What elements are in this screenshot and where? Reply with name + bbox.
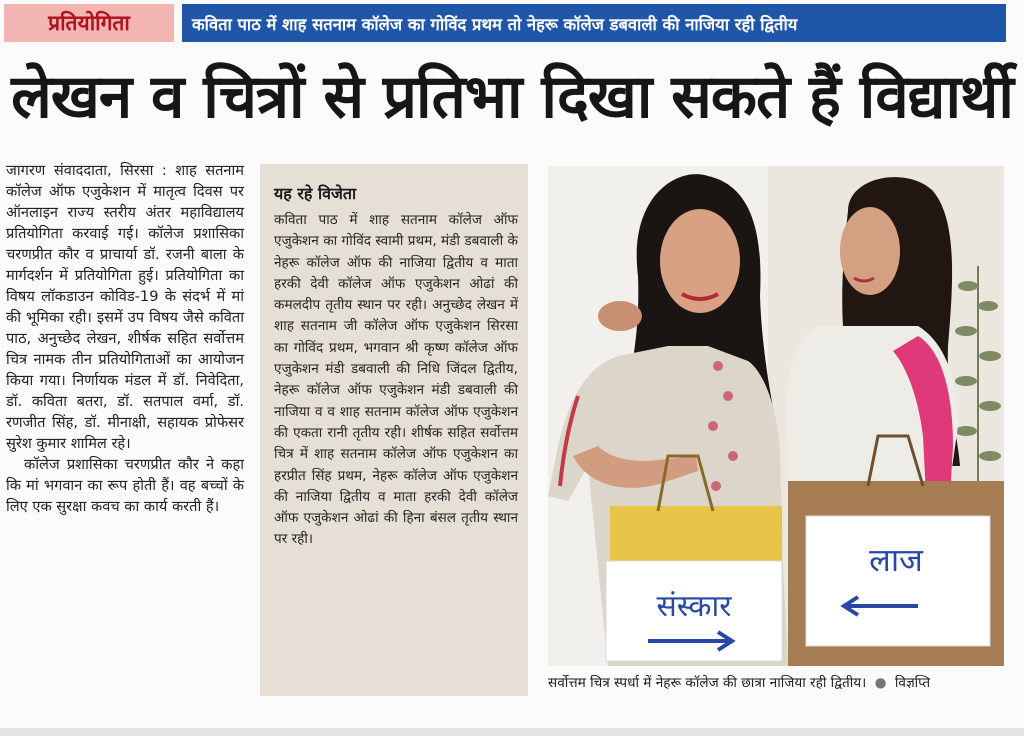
main-headline: लेखन व चित्रों से प्रतिभा दिखा सकते हैं विद्यार्थी — [11, 62, 1013, 132]
sign-right-text: लाज — [869, 541, 923, 579]
winners-text: कविता पाठ में शाह सतनाम कॉलेज ऑफ एजुकेशन का गोविंद स्वामी प्रथम, मंडी डबवाली के नेहरू कॉलेज ऑफ की नाजिया द्वितीय व माता हरकी देवी कॉलेज ऑफ एजुकेशन ओढां की कमलदीप तृतीय स्थान पर रही। अनुच्छेद लेखन में शाह सतनाम जी कॉलेज ऑफ एजुकेशन सिरसा का गोविंद प्रथम, भगवान श्री कृष्ण कॉलेज ऑफ एजुकेशन मंडी डबवाली की निधि जिंदल द्वितीय, नेहरू कॉलेज ऑफ एजुकेशन मंडी डबवाली की नाजिया व व शाह सतनाम कॉलेज ऑफ एजुकेशन की एकता रानी तृतीय रही। शीर्षक सहित सर्वोत्तम चित्र में शाह सतनाम कॉलेज ऑफ एजुकेशन का हरप्रीत सिंह प्रथम, नेहरू कॉलेज ऑफ एजुकेशन की नाजिया द्वितीय व माता हरकी देवी कॉलेज ऑफ एजुकेशन ओढां की हिना बंसल तृतीय स्थान पर रही। — [274, 212, 518, 548]
caption-text: सर्वोत्तम चित्र स्पर्धा में नेहरू कॉलेज की छात्रा नाजिया रही द्वितीय। — [548, 675, 867, 691]
photo-caption — [548, 672, 1008, 691]
winners-title: यह रहे विजेता — [274, 184, 357, 203]
caption-dot-icon: ● — [874, 675, 887, 691]
article-paragraph-1: जागरण संवाददाता, सिरसा : शाह सतनाम कॉलेज ऑफ एजुकेशन में मातृत्व दिवस पर ऑनलाइन राज्य स्तरीय अंतर महाविद्यालय प्रतियोगिता करवाई गई। कॉलेज प्रशासिका चरणप्रीत कौर व प्राचार्या डॉ. रजनी बाला के मार्गदर्शन में प्रतियोगिता हुई। प्रतियोगिता का विषय लॉकडाउन कोविड-19 के संदर्भ में मां की भूमिका रही। इसमें उप विषय जैसे कविता पाठ, अनुच्छेद लेखन, शीर्षक सहित सर्वोत्तम चित्र नामक तीन प्रतियोगिताओं का आयोजन किया गया। निर्णायक मंडल में डॉ. निवेदिता, डॉ. कविता बतरा, डॉ. सतपाल वर्मा, डॉ. रणजीत सिंह, डॉ. मीनाक्षी, सहायक प्रोफेसर सुरेश कुमार शामिल रहे। — [6, 162, 244, 452]
bottom-divider — [0, 728, 1024, 736]
strap-headline: कविता पाठ में शाह सतनाम कॉलेज का गोविंद प्रथम तो नेहरू कॉलेज डबवाली की नाजिया रही द्वितीय — [182, 4, 1006, 42]
sign-left-text: संस्कार — [656, 589, 732, 624]
caption-credit: विज्ञप्ति — [894, 675, 931, 691]
article-paragraph-2: कॉलेज प्रशासिका चरणप्रीत कौर ने कहा कि मां भगवान का रूप होती हैं। वह बच्चों के लिए एक सुरक्षा कवच का कार्य करती हैं। — [6, 456, 244, 515]
section-tag: प्रतियोगिता — [4, 4, 174, 42]
article-column — [6, 160, 244, 517]
news-photo — [548, 166, 1004, 666]
winners-box — [260, 164, 528, 696]
top-bar — [4, 4, 1006, 42]
photo-illustration — [548, 166, 1004, 666]
